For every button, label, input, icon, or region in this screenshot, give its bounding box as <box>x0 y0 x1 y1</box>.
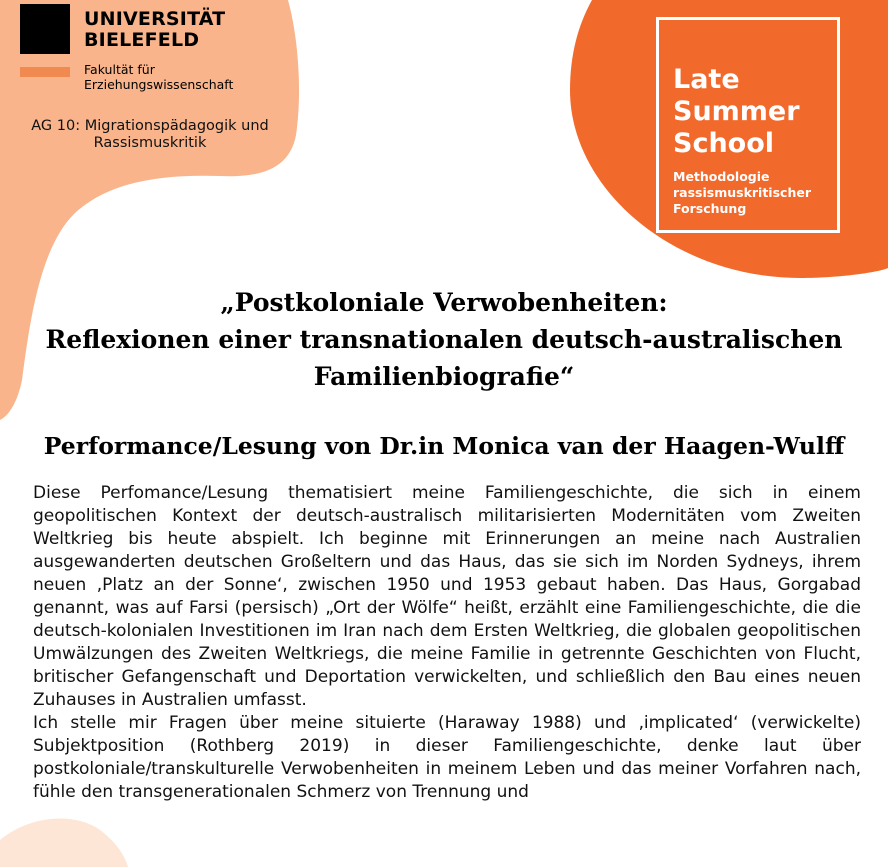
university-name-line2: BIELEFELD <box>84 29 200 51</box>
body-paragraph-2: Ich stelle mir Fragen über meine situierte (Haraway 1988) und ‚implicated‘ (verwickelte) Subjektposition (Rothberg 2019) in dieser Familiengeschichte, denke laut über postkoloniale/transkulturelle Verwobenheiten in meinem Leben und das meiner Vorfahren nach, fühle den transgenerationalen Schmerz von Trennung und <box>33 713 861 802</box>
document-body <box>33 482 861 804</box>
document-title-line2: Reflexionen einer transnationalen deutsch-australischen <box>45 325 843 354</box>
badge-title <box>673 64 800 160</box>
faint-blob <box>0 819 128 867</box>
university-name-line1: UNIVERSITÄT <box>84 8 226 30</box>
university-logo-square <box>20 4 70 54</box>
document-title-line1: „Postkoloniale Verwobenheiten: <box>220 288 668 317</box>
document-title-line3: Familienbiografie“ <box>313 362 575 391</box>
badge-subtitle-line2: rassismuskritischer <box>673 185 811 200</box>
document-subtitle: Performance/Lesung von Dr.in Monica van der Haagen-Wulff <box>43 432 845 460</box>
badge-subtitle-line3: Forschung <box>673 201 747 216</box>
faculty-name-line1: Fakultät für <box>84 62 155 77</box>
faculty-name-line2: Erziehungswissenschaft <box>84 77 234 92</box>
badge-title-line1: Late <box>673 64 740 95</box>
working-group-line1: AG 10: Migrationspädagogik und <box>31 118 269 134</box>
working-group-label <box>10 118 290 152</box>
working-group-line2: Rassismuskritik <box>93 135 207 151</box>
faculty-name <box>84 62 233 92</box>
university-name <box>84 9 225 51</box>
badge-title-line2: Summer <box>673 96 800 127</box>
body-paragraph-1: Diese Perfomance/Lesung thematisiert meine Familiengeschichte, die sich in einem geopolitischen Kontext der deutsch-australisch militarisierten Modernitäten vom Zweiten Weltkrieg bis heute abspielt. Ich beginne mit Erinnerungen an meine nach Australien ausgewanderten deutschen Großeltern und das Haus, das sie sich im Norden Sydneys, ihrem neuen ‚Platz an der Sonne‘, zwischen 1950 und 1953 gebaut haben. Das Haus, Gorgabad genannt, was auf Farsi (persisch) „Ort der Wölfe“ heißt, erzählt eine Familiengeschichte, die die deutsch-kolonialen Investitionen im Iran nach dem Ersten Weltkrieg, die globalen geopolitischen Umwälzungen des Zweiten Weltkriegs, die meine Familie in getrennte Geschichten von Flucht, britischer Gefangenschaft und Deportation verwickelten, und schließlich den Bau eines neuen Zuhauses in Australien umfasst. <box>33 483 861 710</box>
document-title <box>0 284 888 395</box>
faculty-color-bar <box>20 67 70 77</box>
late-summer-school-badge <box>656 17 840 233</box>
badge-subtitle-line1: Methodologie <box>673 169 770 184</box>
badge-title-line3: School <box>673 128 775 159</box>
badge-subtitle <box>673 169 811 217</box>
